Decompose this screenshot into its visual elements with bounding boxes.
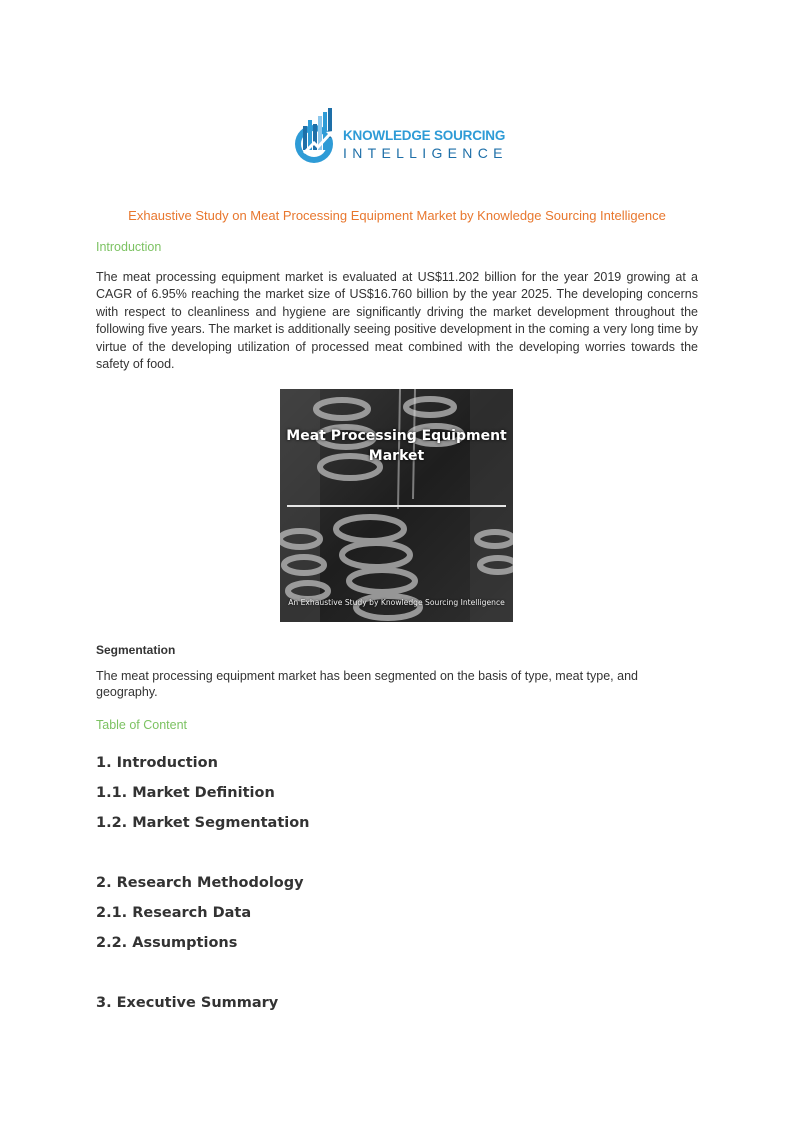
- toc-item: 1.2. Market Segmentation: [96, 815, 310, 831]
- toc-item: 2.2. Assumptions: [96, 935, 238, 951]
- segmentation-paragraph: The meat processing equipment market has been segmented on the basis of type, meat type, and geography.: [96, 669, 638, 699]
- segmentation-heading: Segmentation: [96, 643, 176, 657]
- cover-title: Meat Processing Equipment Market: [286, 428, 507, 464]
- toc-label: Table of Content: [96, 718, 188, 732]
- logo-text-line2: INTELLIGENCE: [343, 145, 508, 161]
- toc-item: 1.1. Market Definition: [96, 785, 275, 801]
- document-title: Exhaustive Study on Meat Processing Equipment Market by Knowledge Sourcing Intelligence: [128, 208, 666, 223]
- company-logo: [290, 104, 510, 166]
- toc-item: 2.1. Research Data: [96, 905, 252, 921]
- logo-mark-icon: [290, 104, 342, 166]
- introduction-paragraph: The meat processing equipment market is evaluated at US$11.202 billion for the year 2019 growing at a CAGR of 6.95% reaching the market size of US$16.760 billion by the year 2025. The developing concerns with respect to cleanliness and hygiene are significantly driving the market development throughout the following five years. The market is additionally seeing positive development in the coming a very long time by virtue of the developing utilization of processed meat combined with the developing worries towards the safety of food.: [96, 270, 698, 372]
- toc-item: 2. Research Methodology: [96, 875, 304, 891]
- toc-item: 1. Introduction: [96, 755, 218, 771]
- report-cover-image: [280, 389, 513, 622]
- toc-item: 3. Executive Summary: [96, 995, 279, 1011]
- introduction-label: Introduction: [96, 240, 162, 254]
- logo-text-line1: KNOWLEDGE SOURCING: [343, 128, 506, 143]
- cover-divider: [287, 505, 506, 507]
- cover-subtitle: An Exhaustive Study by Knowledge Sourcing Intelligence: [288, 598, 505, 607]
